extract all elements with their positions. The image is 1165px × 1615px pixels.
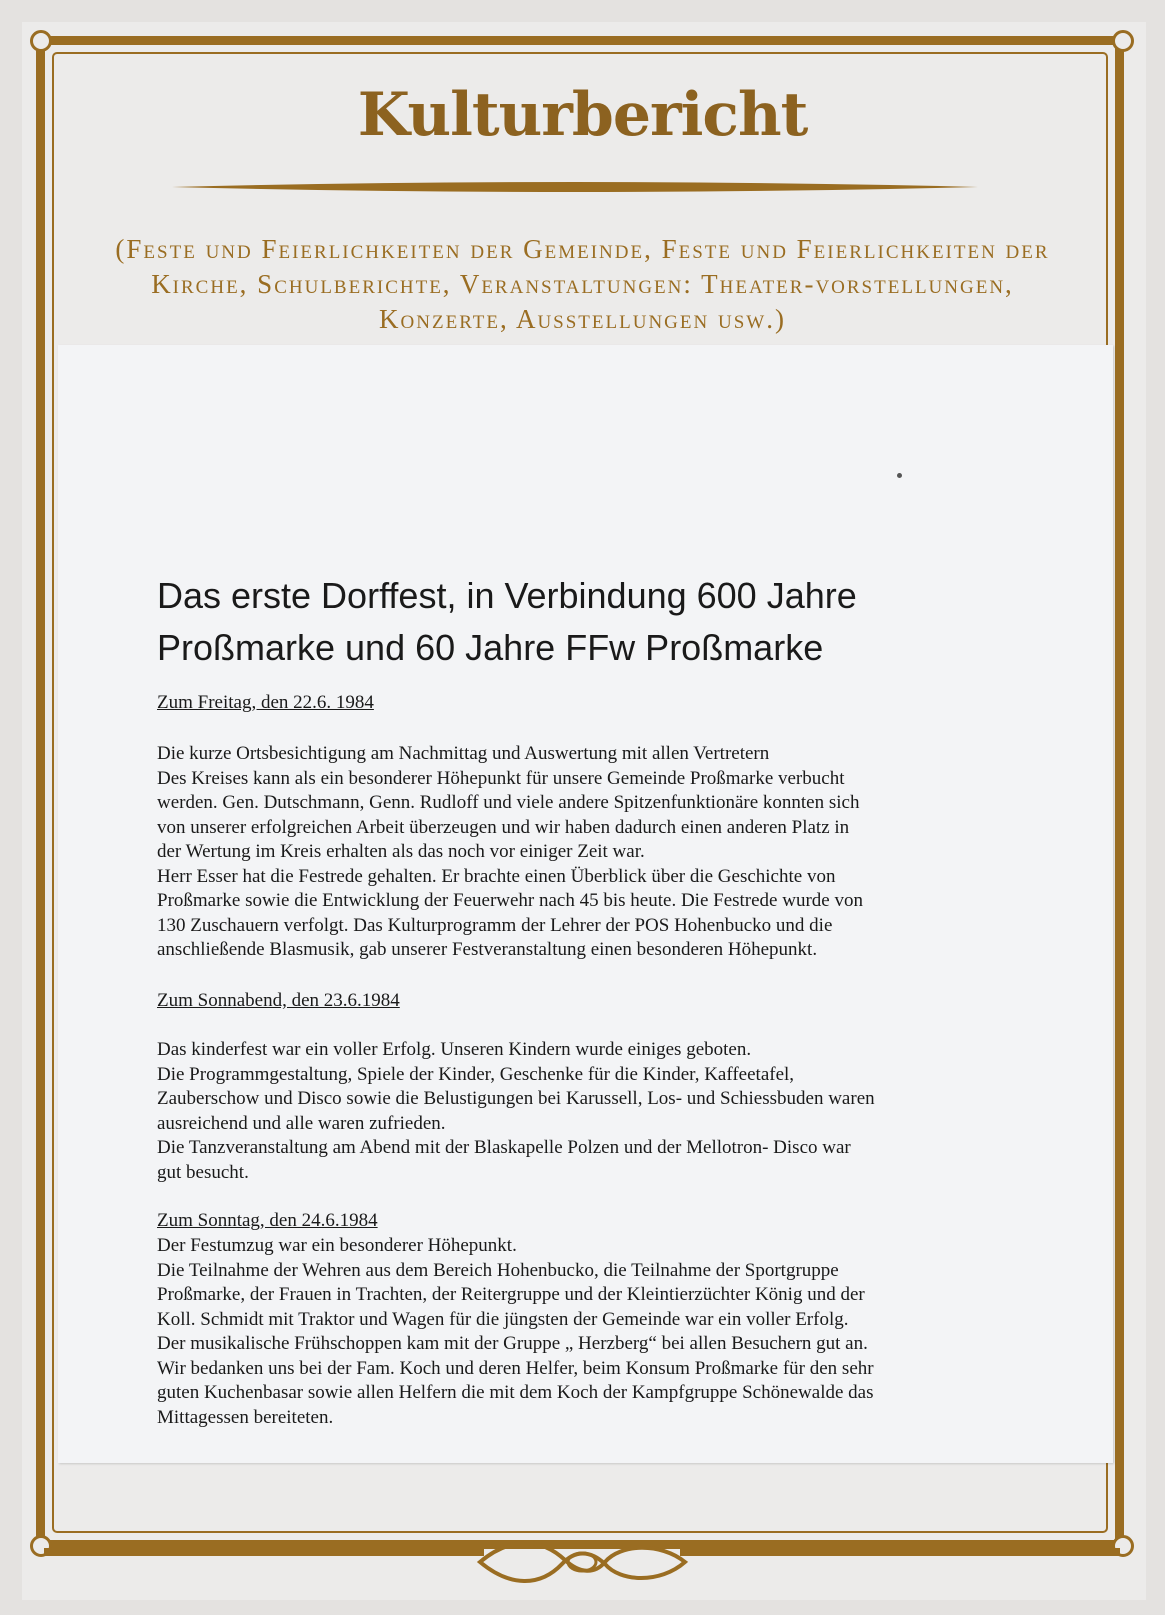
form-title: Kulturbericht — [357, 80, 808, 150]
headline-line-2: Proßmarke und 60 Jahre FFw Proßmarke — [157, 627, 824, 668]
text-line: Herr Esser hat die Festrede gehalten. Er brachte einen Überblick über die Geschichte von — [157, 865, 836, 887]
text-line: Des Kreises kann als ein besonderer Höhepunkt für unsere Gemeinde Proßmarke verbucht — [157, 767, 845, 789]
text-line: Proßmarke, der Frauen in Trachten, der Reitergruppe und der Kleintierzüchter König und der — [157, 1284, 865, 1305]
text-line: der Wertung im Kreis erhalten als das noch vor einiger Zeit war. — [157, 841, 645, 862]
headline-line-1: Das erste Dorffest, in Verbindung 600 Jahre — [157, 575, 857, 616]
text-line: Die Teilnahme der Wehren aus dem Bereich Hohenbucko, die Teilnahme der Sportgruppe — [157, 1259, 839, 1281]
report-headline — [157, 570, 1037, 674]
bottom-flourish-ornament — [470, 1532, 695, 1592]
text-line: Proßmarke sowie die Entwicklung der Feuerwehr nach 45 bis heute. Die Festrede wurde von — [157, 890, 863, 911]
ink-speck — [897, 473, 902, 478]
text-line: Der Festumzug war ein besonderer Höhepunkt. — [157, 1235, 517, 1256]
text-line: Wir bedanken uns bei der Fam. Koch und deren Helfer, beim Konsum Proßmarke für den sehr — [157, 1357, 874, 1379]
text-line: ausreichend und alle waren zufrieden. — [157, 1112, 446, 1134]
section-text-sunday — [157, 1234, 987, 1430]
text-line: Zauberschow und Disco sowie die Belustigungen bei Karussell, Los- und Schiessbuden waren — [157, 1088, 875, 1109]
text-line: Die Tanzveranstaltung am Abend mit der Blaskapelle Polzen und der Mellotron- Disco war — [157, 1137, 851, 1158]
text-line: Der musikalische Frühschoppen kam mit der Gruppe „ Herzberg“ bei allen Besuchern gut an. — [157, 1333, 868, 1354]
text-line: Das kinderfest war ein voller Erfolg. Unseren Kindern wurde einiges geboten. — [157, 1039, 752, 1060]
section-heading-friday: Zum Freitag, den 22.6. 1984 — [157, 692, 374, 713]
corner-ornament-top-right — [1112, 30, 1134, 52]
section-heading-saturday: Zum Sonnabend, den 23.6.1984 — [157, 990, 400, 1011]
bottom-border-left — [44, 1548, 484, 1556]
text-line: Mittagessen bereiteten. — [157, 1406, 334, 1428]
title-divider — [172, 180, 978, 194]
text-line: gut besucht. — [157, 1161, 249, 1183]
text-line: von unserer erfolgreichen Arbeit überzeugen und wir haben dadurch einen anderen Platz in — [157, 816, 850, 838]
section-text-friday — [157, 742, 987, 963]
text-line: werden. Gen. Dutschmann, Genn. Rudloff und viele andere Spitzenfunktionäre konnten sich — [157, 792, 860, 813]
bottom-border-right — [680, 1548, 1120, 1556]
section-heading-sunday: Zum Sonntag, den 24.6.1984 — [157, 1210, 378, 1231]
text-line: Die Programmgestaltung, Spiele der Kinder, Geschenke für die Kinder, Kaffeetafel, — [157, 1063, 795, 1085]
text-line: 130 Zuschauern verfolgt. Das Kulturprogramm der Lehrer der POS Hohenbucko und die — [157, 914, 833, 936]
section-text-saturday — [157, 1038, 987, 1185]
text-line: Die kurze Ortsbesichtigung am Nachmittag und Auswertung mit allen Vertretern — [157, 743, 770, 764]
corner-ornament-top-left — [30, 30, 52, 52]
text-line: anschließende Blasmusik, gab unserer Festveranstaltung einen besonderen Höhepunkt. — [157, 939, 818, 960]
form-subtitle: (Feste und Feierlichkeiten der Gemeinde, Feste und Feierlichkeiten der Kirche, Schulberichte, Veranstaltungen: Theater-vorstellungen, Konzerte, Ausstellungen usw.) — [115, 234, 1050, 334]
text-line: Koll. Schmidt mit Traktor und Wagen für die jüngsten der Gemeinde war ein voller Erfolg. — [157, 1308, 849, 1330]
text-line: guten Kuchenbasar sowie allen Helfern die mit dem Koch der Kampfgruppe Schönewalde das — [157, 1382, 874, 1403]
